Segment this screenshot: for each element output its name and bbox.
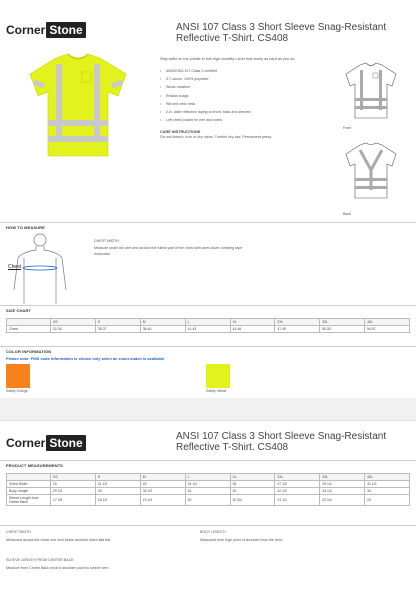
product-description: Stay safer on the jobsite in this high-visibility t-shirt that works as hard as you do. • ANSI/ISEA 107 Class 3 certified • 3.7-ounce, 100% polyester • Wicks moisture • Resists snags • Rib knit crew neck • 2-in. wide reflective taping on front, back and sleeves • Left chest pocket for pen and notes CARE INSTRUCTIONS Do not bleach, iron or dry clean. Tumble dry low. Permanent press. [160, 56, 310, 141]
feature-item: • Rib knit crew neck [160, 100, 310, 108]
front-label: Front [343, 126, 352, 130]
size-header: S [95, 474, 140, 481]
table-row: Chest Width 20 21 1/2 23 24 1/2 26 27 1/2 29 1/2 31 1/2 [7, 481, 410, 488]
back-label: Back [343, 212, 351, 216]
feature-item: • ANSI/ISEA 107 Class 3 certified [160, 67, 310, 75]
table-header-row [7, 474, 410, 481]
product-measurements-table [6, 473, 410, 506]
chest-width-instructions: CHEST WIDTH Measure under the arm and around the fullest part of the chest with arms down, keeping tape horizontal. [94, 239, 243, 256]
page-gap [0, 398, 416, 420]
divider [0, 525, 416, 526]
care-text: Do not bleach, iron or dry clean. Tumble dry low. Permanent press. [160, 135, 273, 140]
care-heading: CARE INSTRUCTIONS [160, 130, 201, 135]
product-measurements-heading: PRODUCT MEASUREMENTS [6, 463, 63, 468]
feature-item: • Left chest pocket for pen and notes [160, 116, 310, 124]
shirt-photo [22, 52, 134, 160]
divider [0, 305, 416, 306]
feature-item: • 2-in. wide reflective taping on front, back and sleeves [160, 108, 310, 116]
size-chart-table [6, 318, 410, 333]
size-header: XL [230, 474, 275, 481]
size-header: XS [51, 474, 96, 481]
size-header: M [140, 319, 185, 326]
brand-logo: Corner Stone [6, 22, 86, 38]
product-title: ANSI 107 Class 3 Short Sleeve Snag-Resistant Reflective T-Shirt. CS408 [176, 431, 387, 453]
divider [0, 460, 416, 461]
color-info-heading: COLOR INFORMATION [6, 349, 52, 354]
size-header: 4XL [365, 474, 410, 481]
pms-note: Please note: PMS code information is shown only when an exact match is available. [6, 356, 166, 361]
size-chart-heading: SIZE CHART [6, 308, 31, 313]
chest-width-note: CHEST WIDTH Measured across the chest one inch below armhole when laid flat. [6, 530, 112, 542]
table-header-row [7, 319, 410, 326]
size-header: S [95, 319, 140, 326]
front-outline-drawing [342, 62, 400, 120]
feature-item: • Wicks moisture [160, 83, 310, 91]
body-length-note: BODY LENGTH Measured from high point of shoulder from the front. [200, 530, 283, 542]
back-outline-drawing [342, 142, 400, 200]
brand-logo: Corner Stone [6, 435, 86, 451]
size-header: M [140, 474, 185, 481]
swatch-safety-yellow [206, 364, 230, 388]
size-header: L [185, 319, 230, 326]
feature-item: • 3.7-ounce, 100% polyester [160, 75, 310, 83]
size-header: 3XL [320, 319, 365, 326]
swatch-safety-orange [6, 364, 30, 388]
product-title: ANSI 107 Class 3 Short Sleeve Snag-Resistant Reflective T-Shirt. CS408 [176, 22, 387, 44]
table-row: Sleeve Length from Center Back 17 3/4 18 1/2 19 1/4 20 20 3/4 21 1/2 22 1/4 23 [7, 495, 410, 506]
size-header: 4XL [365, 319, 410, 326]
size-header: 2XL [275, 319, 320, 326]
swatch-label: Safety Yellow [206, 389, 227, 393]
table-row: Body Length 29 1/2 30 30 1/2 31 32 32 1/2 33 1/2 34 [7, 488, 410, 495]
size-header: XS [51, 319, 96, 326]
table-row: Chest 32-34 35-37 38-40 41-43 44-46 47-49 50-53 54-57 [7, 326, 410, 333]
size-header: 2XL [275, 474, 320, 481]
spec-sheet-page-2 [0, 420, 416, 602]
size-header: 3XL [320, 474, 365, 481]
feature-item: • Resists snags [160, 92, 310, 100]
size-header: L [185, 474, 230, 481]
swatch-label: Safety Orange [6, 389, 28, 393]
divider [0, 222, 416, 223]
how-to-measure-heading: HOW TO MEASURE [6, 225, 45, 230]
size-header: XL [230, 319, 275, 326]
feature-list [160, 67, 310, 124]
divider [0, 346, 416, 347]
sleeve-length-note: SLEEVE LENGTH FROM CENTER BACK Measure from Center Back neck to shoulder point to sleeve hem. [6, 558, 110, 570]
chest-callout: Chest [8, 264, 22, 270]
